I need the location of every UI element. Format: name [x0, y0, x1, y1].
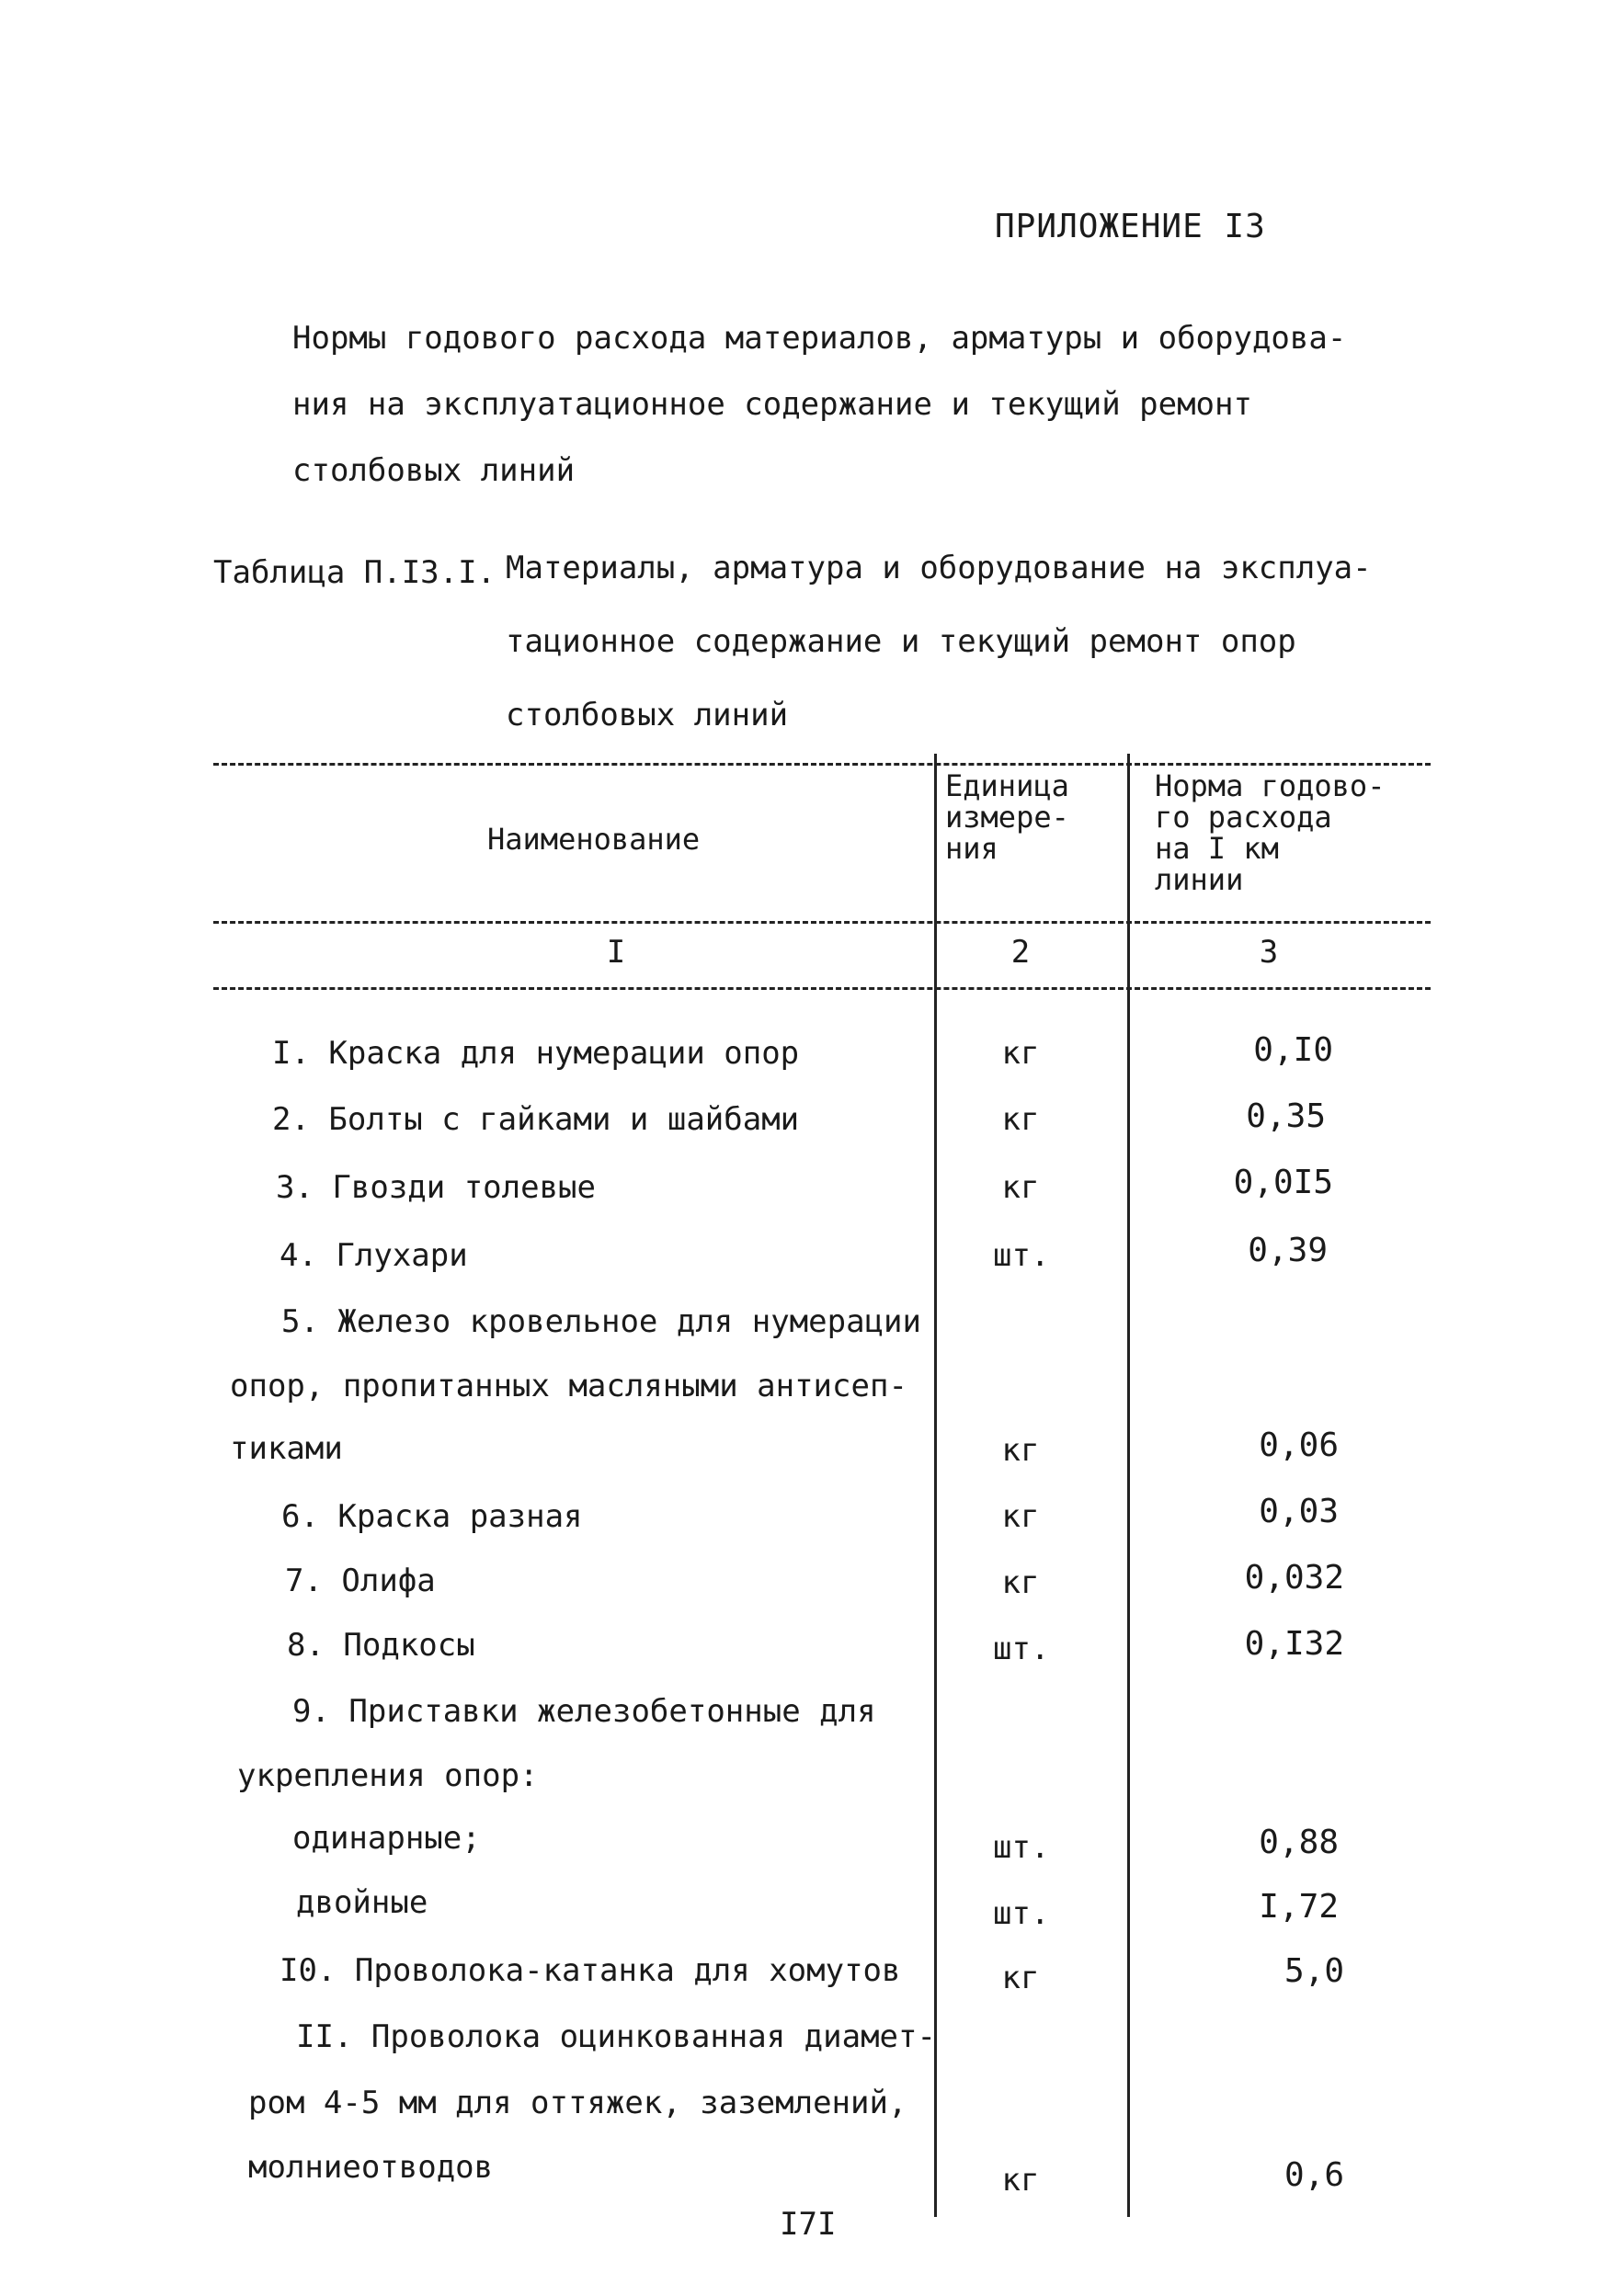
table-row-norm: 0,88 — [1259, 1824, 1339, 1861]
table-row-name: ром 4-5 мм для оттяжек, заземлений, — [248, 2085, 907, 2121]
table-row-name: 9. Приставки железобетонные для — [292, 1693, 876, 1730]
table-row-name: I. Краска для нумерации опор — [272, 1035, 800, 1072]
table-row-unit: кг — [1001, 1169, 1040, 1206]
table-caption — [506, 535, 1372, 748]
column-divider-1 — [934, 754, 937, 2217]
table-row-name: двойные — [296, 1884, 428, 1921]
table-row-name: II. Проволока оцинкованная диамет- — [296, 2018, 936, 2055]
heading-line: столбовых линий — [292, 452, 576, 489]
header-unit-line: ния — [945, 831, 998, 866]
table-row-name: опор, пропитанных масляными антисеп- — [230, 1368, 907, 1404]
table-row-norm: 0,06 — [1259, 1426, 1339, 1464]
table-row-norm: 0,35 — [1246, 1097, 1326, 1135]
appendix-label: ПРИЛОЖЕНИЕ I3 — [995, 208, 1266, 245]
column-number: I — [606, 934, 626, 971]
table-row-norm: 5,0 — [1283, 1952, 1344, 1990]
caption-line: столбовых линий — [506, 697, 789, 733]
table-row-unit: кг — [1001, 1101, 1040, 1138]
page-number: I7I — [780, 2206, 837, 2243]
header-norm — [1155, 770, 1385, 895]
table-row-name: 5. Железо кровельное для нумерации — [281, 1303, 921, 1340]
table-row-unit: шт. — [993, 1237, 1050, 1274]
column-number: 2 — [1010, 934, 1031, 971]
table-row-norm: 0,032 — [1244, 1559, 1344, 1597]
table-row-name: молниеотводов — [248, 2149, 494, 2186]
header-norm-line: го расхода — [1155, 800, 1332, 835]
table-row-unit: шт. — [993, 1829, 1050, 1866]
table-row-name: 4. Глухари — [280, 1237, 468, 1274]
table-row-norm: 0,03 — [1259, 1493, 1339, 1530]
document-heading — [292, 305, 1396, 504]
table-row-name: одинарные; — [292, 1820, 481, 1857]
table-row-name: 2. Болты с гайками и шайбами — [272, 1101, 800, 1138]
table-row-unit: кг — [1001, 1960, 1040, 1996]
table-row-name: 3. Гвозди толевые — [276, 1169, 596, 1206]
table-row-name: 7. Олифа — [285, 1563, 436, 1599]
table-row-name: 6. Краска разная — [281, 1498, 583, 1535]
header-norm-line: Норма годово- — [1155, 768, 1386, 803]
table-row-norm: 0,I0 — [1253, 1031, 1333, 1069]
header-unit-line: Единица — [945, 768, 1069, 803]
table-caption-label: Таблица П.I3.I. — [213, 554, 496, 591]
caption-line: тационное содержание и текущий ремонт опор — [506, 623, 1296, 660]
table-top-rule — [213, 763, 1431, 766]
table-row-unit: кг — [1001, 1564, 1040, 1601]
table-row-unit: кг — [1001, 1432, 1040, 1469]
table-row-name: I0. Проволока-катанка для хомутов — [280, 1952, 901, 1989]
table-row-name: тиками — [230, 1430, 343, 1467]
table-row-norm: 0,0I5 — [1233, 1164, 1333, 1201]
header-name: Наименование — [487, 822, 701, 857]
column-number-rule — [213, 987, 1431, 990]
header-norm-line: линии — [1155, 862, 1244, 897]
table-row-unit: шт. — [993, 1895, 1050, 1932]
table-row-norm: 0,39 — [1248, 1232, 1328, 1269]
table-row-unit: кг — [1001, 1035, 1040, 1072]
caption-line: Материалы, арматура и оборудование на эксплуа- — [506, 550, 1372, 586]
column-divider-2 — [1127, 754, 1130, 2217]
heading-line: Нормы годового расхода материалов, арматуры и оборудова- — [292, 320, 1347, 357]
header-unit — [945, 770, 1069, 864]
column-number: 3 — [1259, 934, 1279, 971]
header-norm-line: на I км — [1155, 831, 1279, 866]
table-row-norm: I,72 — [1259, 1888, 1339, 1926]
table-row-unit: кг — [1001, 1498, 1040, 1535]
table-row-unit: кг — [1001, 2162, 1040, 2199]
table-row-norm: 0,I32 — [1244, 1625, 1344, 1663]
table-row-unit: шт. — [993, 1631, 1050, 1667]
heading-line: ния на эксплуатационное содержание и текущий ремонт — [292, 386, 1252, 423]
table-row-norm: 0,6 — [1283, 2156, 1344, 2194]
table-row-name: укрепления опор: — [237, 1757, 539, 1794]
table-row-name: 8. Подкосы — [287, 1627, 475, 1664]
header-bottom-rule — [213, 921, 1431, 924]
header-unit-line: измере- — [945, 800, 1069, 835]
